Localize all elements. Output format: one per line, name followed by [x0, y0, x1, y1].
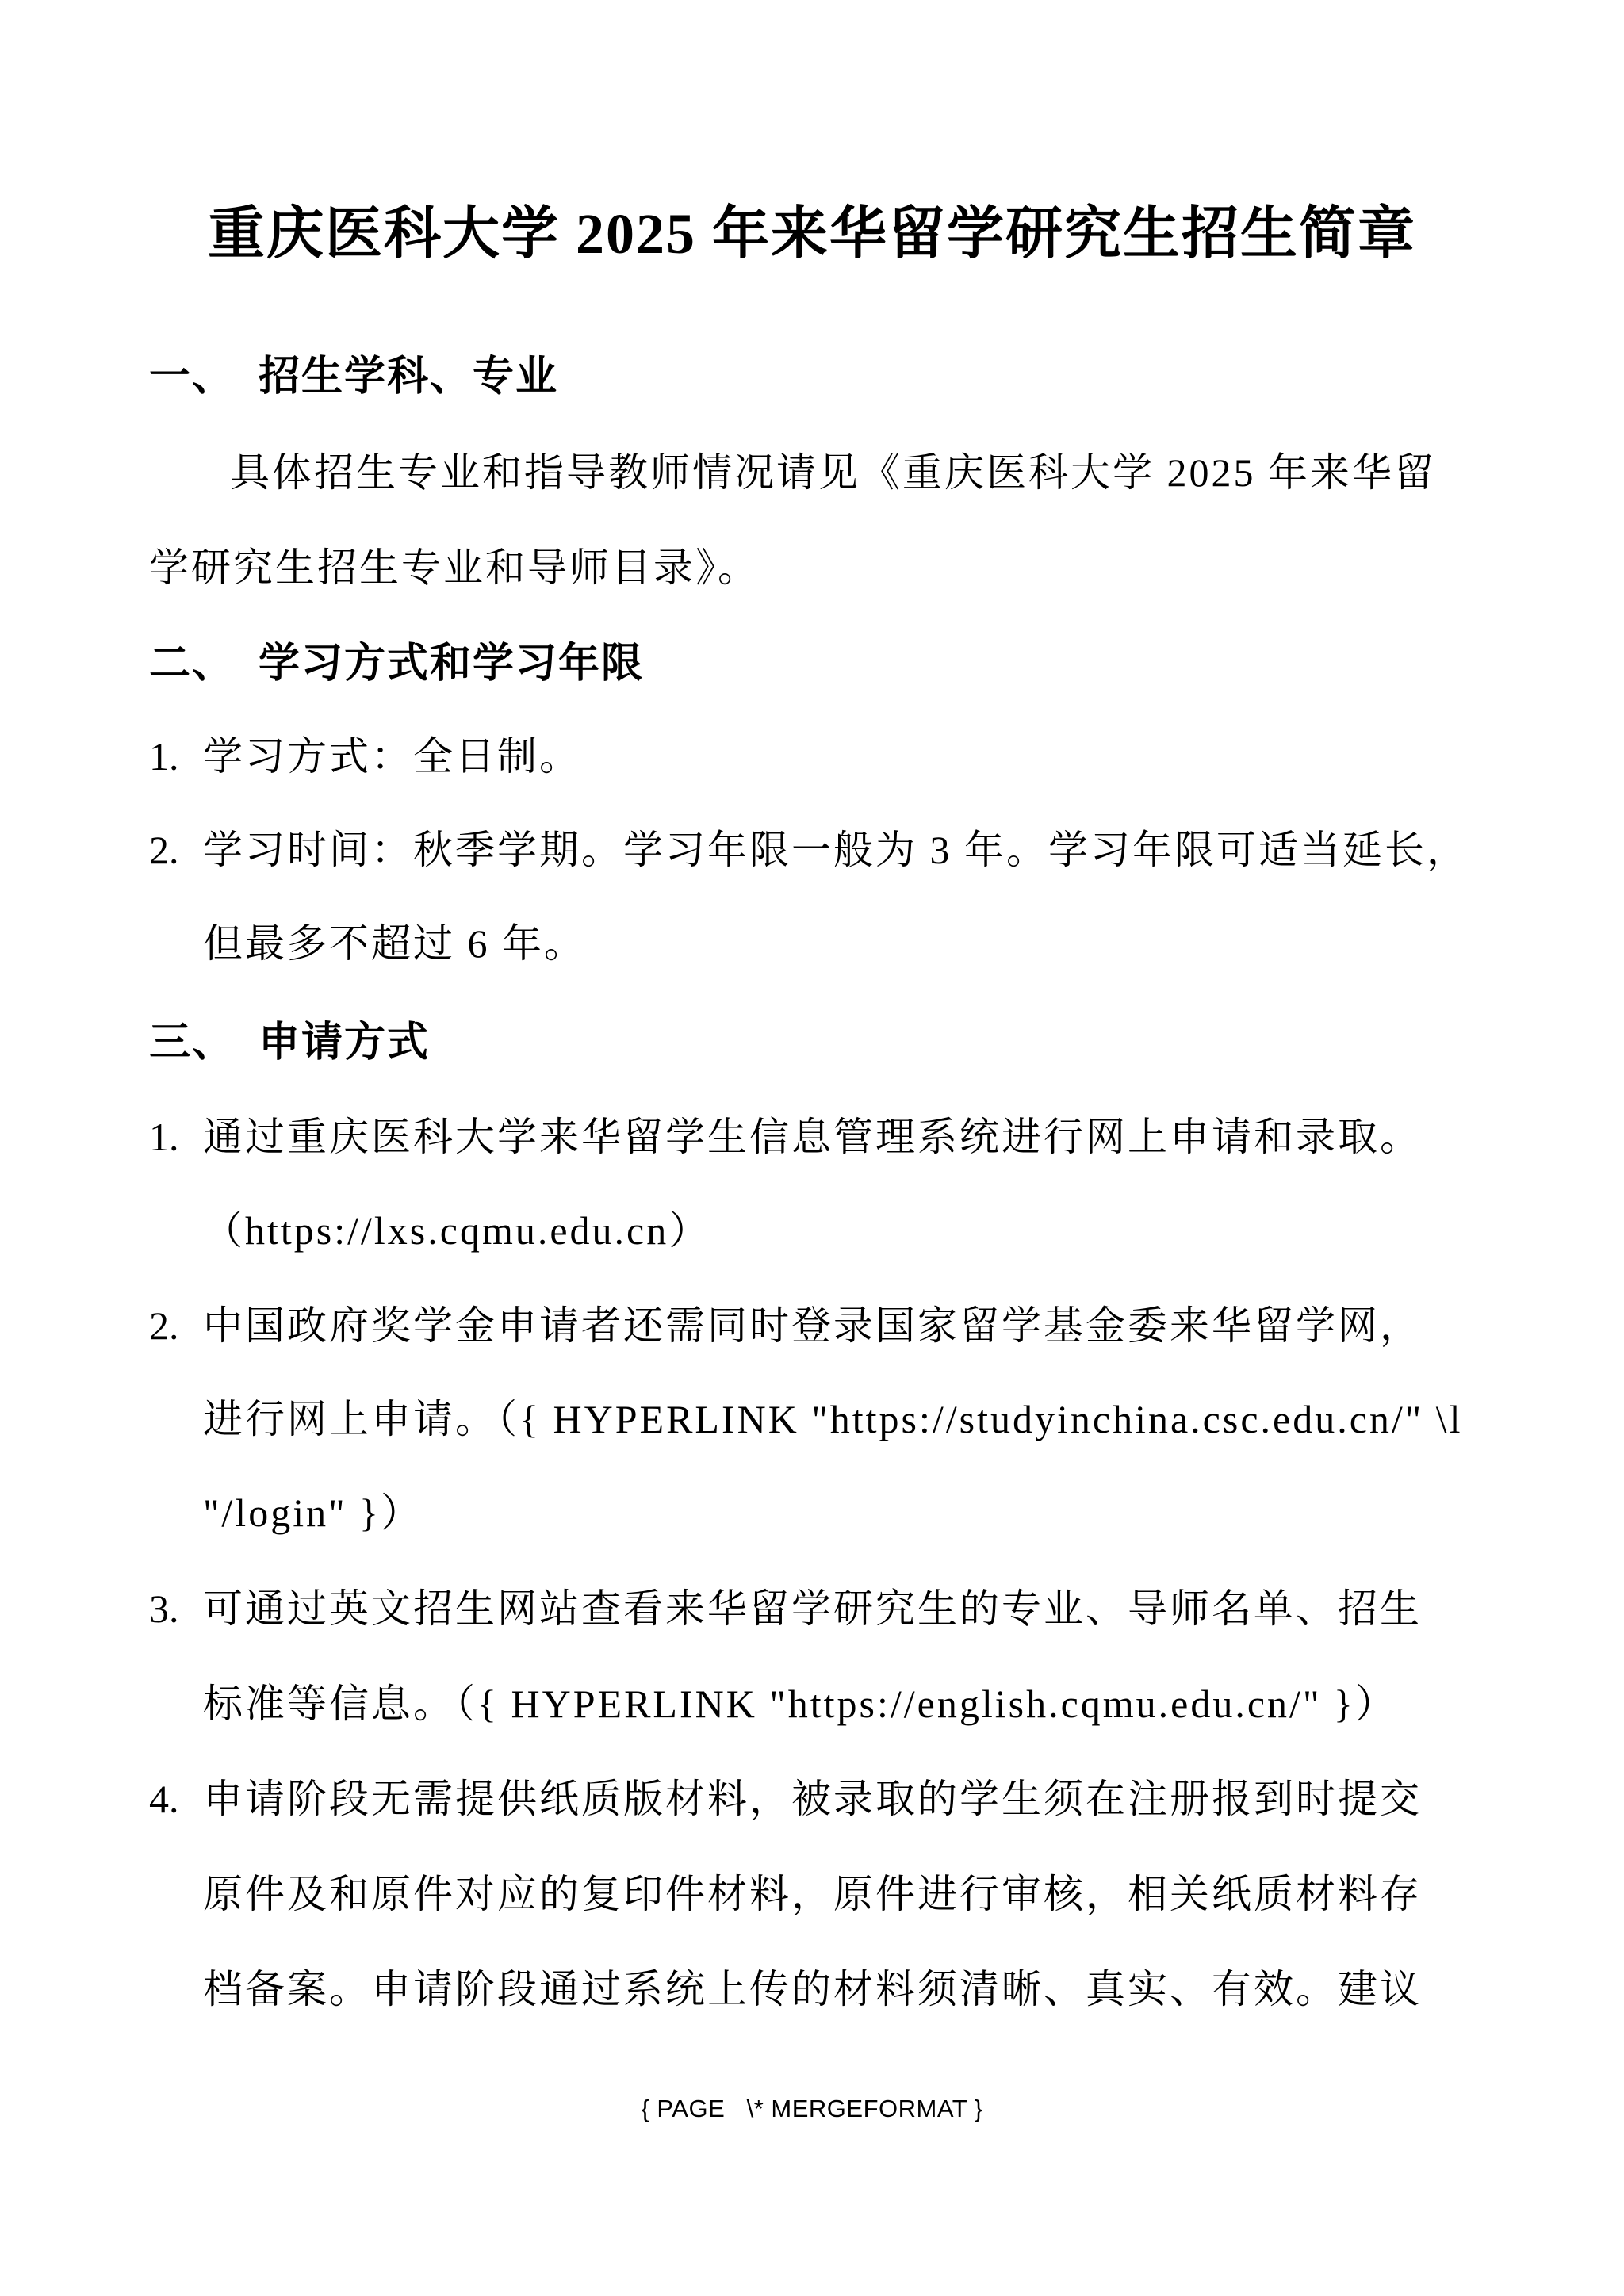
list-item [149, 1303, 1497, 1349]
paragraph-line: 学研究生招生专业和导师目录》。 [149, 545, 760, 590]
doc-title: 重庆医科大学 2025 年来华留学研究生招生简章 [207, 202, 1416, 266]
list-item-line: 档备案。申请阶段通过系统上传的材料须清晰、真实、有效。建议 [203, 1967, 1422, 2011]
list-item-number: 2. [149, 828, 179, 872]
list-item [149, 827, 1497, 874]
hyperlink-field-code-line: 进行网上申请。（{ HYPERLINK "https://studyinchina.csc.edu.cn/" \l [203, 1397, 1463, 1441]
list-item-number: 1. [149, 1115, 179, 1159]
section-number: 二、 [149, 641, 236, 687]
section-heading-3 [149, 1019, 1497, 1067]
list-item-number: 1. [149, 734, 179, 779]
url-text-line: （https://lxs.cqmu.edu.cn） [203, 1208, 711, 1253]
page-footer-field-code: { PAGE \* MERGEFORMAT } [641, 2095, 983, 2122]
list-item-line: 中国政府奖学金申请者还需同时登录国家留学基金委来华留学网， [203, 1303, 1422, 1348]
list-item-line: 通过重庆医科大学来华留学生信息管理系统进行网上申请和录取。 [203, 1115, 1422, 1159]
hyperlink-field-code-line: 标准等信息。（{ HYPERLINK "https://english.cqmu.edu.cn/" }） [203, 1682, 1397, 1726]
list-item-number: 3. [149, 1586, 179, 1631]
list-item-number: 4. [149, 1777, 179, 1821]
paragraph-line: 具体招生专业和指导教师情况请见《重庆医科大学 2025 年来华留 [230, 450, 1436, 495]
list-item-line: 学习时间：秋季学期。学习年限一般为 3 年。学习年限可适当延长， [203, 828, 1469, 872]
section-heading-1 [149, 353, 1497, 401]
list-item [149, 733, 1497, 780]
list-item [149, 1586, 1497, 1632]
list-item [149, 1114, 1497, 1161]
section-number: 一、 [149, 354, 236, 400]
list-item-line: 申请阶段无需提供纸质版材料，被录取的学生须在注册报到时提交 [203, 1777, 1422, 1821]
list-item [149, 1776, 1497, 1823]
list-item-line: 可通过英文招生网站查看来华留学研究生的专业、导师名单、招生 [203, 1586, 1422, 1631]
list-item-number: 2. [149, 1303, 179, 1348]
section-number: 三、 [149, 1020, 236, 1066]
section-label: 招生学科、专业 [259, 354, 559, 400]
list-item-line: 学习方式：全日制。 [203, 734, 581, 779]
section-label: 学习方式和学习年限 [259, 641, 645, 687]
section-heading-2 [149, 640, 1497, 688]
hyperlink-field-code-line: "/login" }） [203, 1490, 423, 1535]
list-item-line: 但最多不超过 6 年。 [203, 921, 586, 966]
section-label: 申请方式 [259, 1020, 431, 1066]
list-item-line: 原件及和原件对应的复印件材料，原件进行审核，相关纸质材料存 [203, 1872, 1422, 1916]
